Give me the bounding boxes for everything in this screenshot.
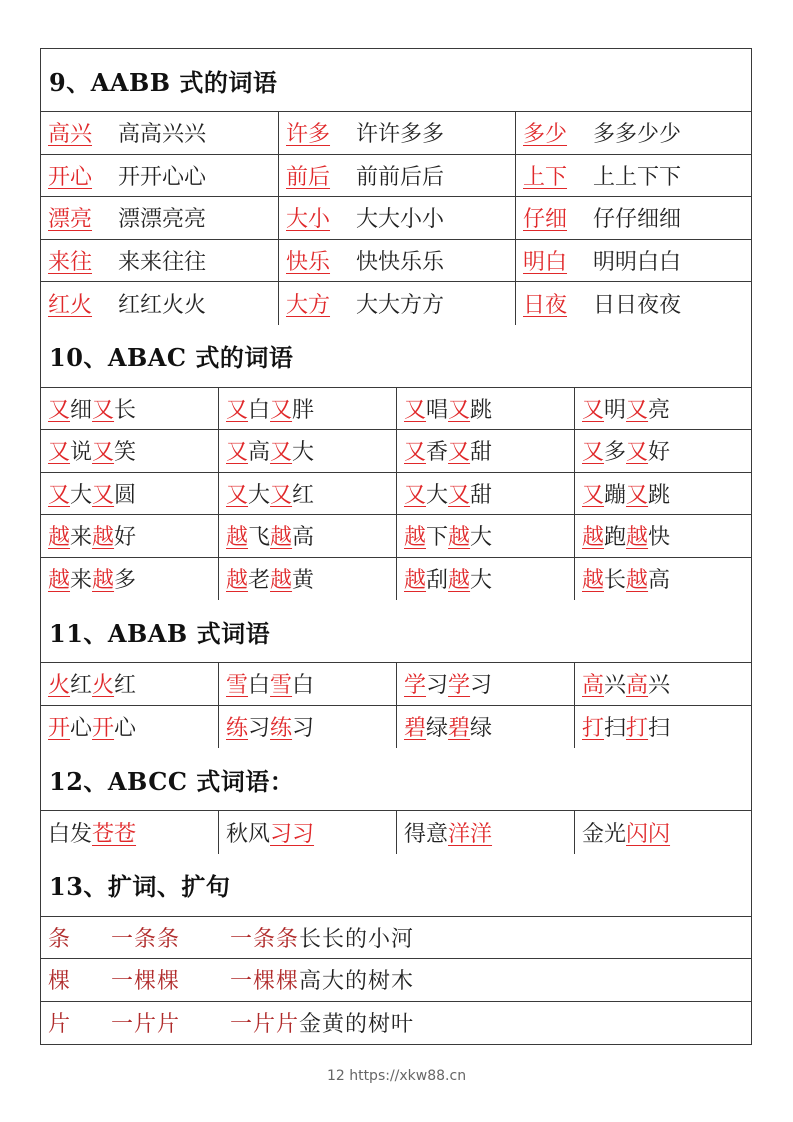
char-b: 习 — [248, 716, 271, 742]
phrase-rest: 长长的小河 — [299, 926, 415, 952]
section-9-body — [41, 112, 751, 325]
char-a: 火 — [92, 673, 115, 699]
section-9-title — [41, 49, 751, 112]
table-row — [41, 1002, 751, 1045]
expanded-word: 快快乐乐 — [356, 249, 445, 275]
section-12-title — [41, 748, 751, 811]
char-c: 大 — [470, 568, 493, 594]
word-cell — [397, 663, 575, 705]
repeat-char: 又 — [448, 397, 471, 423]
char-c: 好 — [648, 440, 671, 466]
char-b: 心 — [70, 716, 93, 742]
char-b: 跑 — [604, 525, 627, 551]
repeat-char: 又 — [270, 440, 293, 466]
repeat-char: 又 — [48, 397, 71, 423]
repeat-char: 又 — [270, 482, 293, 508]
section-10-body — [41, 388, 751, 601]
char-b: 说 — [70, 440, 93, 466]
word-cell — [516, 282, 751, 325]
char-c: 甜 — [470, 440, 493, 466]
word-cell — [397, 706, 575, 749]
repeat-char: 又 — [48, 440, 71, 466]
table-row — [41, 430, 751, 473]
section-title-text: 9、AABB 式的词语 — [49, 67, 278, 97]
char-a: 火 — [48, 673, 71, 699]
char-c: 甜 — [470, 482, 493, 508]
base-word: 多少 — [523, 122, 568, 148]
char-c: 长 — [114, 397, 137, 423]
char-b: 红 — [114, 673, 137, 699]
repeat-char: 越 — [404, 525, 427, 551]
char-c: 跳 — [470, 397, 493, 423]
char-a: 打 — [582, 716, 605, 742]
repeat-char: 越 — [48, 525, 71, 551]
word-cell — [41, 473, 219, 515]
word-cell — [41, 388, 219, 430]
table-row — [41, 959, 751, 1002]
word-cell — [279, 197, 516, 239]
repeat-char: 越 — [626, 568, 649, 594]
char-b: 扫 — [604, 716, 627, 742]
char-b: 红 — [70, 673, 93, 699]
table-row — [41, 706, 751, 749]
base-word: 大方 — [286, 292, 331, 318]
char-a: 碧 — [404, 716, 427, 742]
section-10-title — [41, 325, 751, 388]
char-a: 学 — [448, 673, 471, 699]
suffix-cc: 洋洋 — [448, 821, 493, 847]
char-a: 打 — [626, 716, 649, 742]
word-cell — [41, 558, 219, 601]
repeat-char: 又 — [582, 397, 605, 423]
expanded-word: 一条条 — [111, 926, 181, 952]
repeat-char: 又 — [404, 440, 427, 466]
section-12-body — [41, 811, 751, 854]
section-13-body — [41, 917, 751, 1045]
char-b: 扫 — [648, 716, 671, 742]
base-word: 仔细 — [523, 207, 568, 233]
word-cell — [575, 388, 751, 430]
phrase-lead: 一条条 — [230, 926, 300, 952]
expand-cell — [41, 959, 751, 1001]
expand-cell — [41, 917, 751, 959]
word-cell — [279, 240, 516, 282]
word-cell — [219, 663, 397, 705]
phrase-lead: 一片片 — [230, 1012, 300, 1038]
char-b: 老 — [248, 568, 271, 594]
table-row — [41, 558, 751, 601]
char-a: 高 — [626, 673, 649, 699]
table-row — [41, 112, 751, 155]
expanded-word: 明明白白 — [593, 249, 682, 275]
word-cell — [279, 155, 516, 197]
word-cell — [219, 558, 397, 601]
word-cell — [219, 515, 397, 557]
prefix-ab: 秋风 — [226, 821, 271, 847]
expanded-word: 来来往往 — [118, 249, 207, 275]
repeat-char: 又 — [582, 482, 605, 508]
word-cell — [575, 558, 751, 601]
word-cell — [575, 663, 751, 705]
char-b: 心 — [114, 716, 137, 742]
repeat-char: 又 — [626, 397, 649, 423]
repeat-char: 又 — [626, 440, 649, 466]
section-11-title — [41, 600, 751, 663]
repeat-char: 又 — [48, 482, 71, 508]
word-cell — [279, 112, 516, 154]
measure-char: 棵 — [48, 969, 72, 995]
page-footer: 12 https://xkw88.cn — [326, 1068, 467, 1084]
char-c: 黄 — [292, 568, 315, 594]
char-b: 多 — [604, 440, 627, 466]
char-b: 绿 — [470, 716, 493, 742]
word-cell — [41, 811, 219, 854]
repeat-char: 又 — [92, 397, 115, 423]
char-b: 兴 — [604, 673, 627, 699]
word-cell — [41, 240, 279, 282]
suffix-cc: 闪闪 — [626, 821, 671, 847]
word-cell — [41, 155, 279, 197]
word-cell — [397, 558, 575, 601]
base-word: 漂亮 — [48, 207, 93, 233]
section-title-text: 11、ABAB 式词语 — [49, 618, 271, 648]
char-b: 唱 — [426, 397, 449, 423]
char-b: 大 — [426, 482, 449, 508]
word-cell — [41, 112, 279, 154]
table-row — [41, 473, 751, 516]
repeat-char: 越 — [448, 525, 471, 551]
measure-char: 片 — [48, 1012, 72, 1038]
base-word: 红火 — [48, 292, 93, 318]
char-b: 飞 — [248, 525, 271, 551]
repeat-char: 又 — [226, 440, 249, 466]
base-word: 前后 — [286, 164, 331, 190]
repeat-char: 越 — [582, 568, 605, 594]
word-cell — [516, 155, 751, 197]
word-cell — [219, 473, 397, 515]
word-cell — [41, 430, 219, 472]
char-c: 跳 — [648, 482, 671, 508]
char-b: 兴 — [648, 673, 671, 699]
prefix-ab: 白发 — [48, 821, 93, 847]
expanded-word: 前前后后 — [356, 164, 445, 190]
suffix-cc: 习习 — [270, 821, 315, 847]
table-row — [41, 282, 751, 325]
word-cell — [575, 706, 751, 749]
expanded-word: 仔仔细细 — [593, 207, 682, 233]
repeat-char: 越 — [582, 525, 605, 551]
base-word: 来往 — [48, 249, 93, 275]
char-b: 白 — [248, 397, 271, 423]
char-c: 大 — [292, 440, 315, 466]
repeat-char: 又 — [626, 482, 649, 508]
char-c: 笑 — [114, 440, 137, 466]
char-b: 下 — [426, 525, 449, 551]
char-a: 雪 — [226, 673, 249, 699]
measure-char: 条 — [48, 926, 72, 952]
repeat-char: 越 — [226, 568, 249, 594]
char-a: 碧 — [448, 716, 471, 742]
repeat-char: 又 — [404, 397, 427, 423]
char-b: 来 — [70, 568, 93, 594]
char-b: 习 — [292, 716, 315, 742]
repeat-char: 又 — [92, 440, 115, 466]
expanded-word: 大大小小 — [356, 207, 445, 233]
expand-cell — [41, 1002, 751, 1045]
char-b: 长 — [604, 568, 627, 594]
char-b: 来 — [70, 525, 93, 551]
char-b: 高 — [248, 440, 271, 466]
base-word: 高兴 — [48, 122, 93, 148]
table-row — [41, 155, 751, 198]
table-row — [41, 240, 751, 283]
section-title-text: 10、ABAC 式的词语 — [49, 343, 294, 372]
word-cell — [575, 515, 751, 557]
repeat-char: 越 — [270, 568, 293, 594]
char-c: 胖 — [292, 397, 315, 423]
repeat-char: 又 — [226, 482, 249, 508]
repeat-char: 又 — [226, 397, 249, 423]
base-word: 日夜 — [523, 292, 568, 318]
table-row — [41, 917, 751, 960]
repeat-char: 又 — [448, 482, 471, 508]
table-row — [41, 811, 751, 854]
word-cell — [41, 706, 219, 749]
char-c: 快 — [648, 525, 671, 551]
char-c: 大 — [470, 525, 493, 551]
word-cell — [397, 388, 575, 430]
word-cell — [397, 811, 575, 854]
char-b: 大 — [70, 482, 93, 508]
word-cell — [397, 473, 575, 515]
char-c: 好 — [114, 525, 137, 551]
char-c: 高 — [292, 525, 315, 551]
char-a: 开 — [48, 716, 71, 742]
repeat-char: 越 — [48, 568, 71, 594]
repeat-char: 越 — [226, 525, 249, 551]
section-title-text: 12、ABCC 式词语： — [49, 766, 295, 796]
expanded-word: 开开心心 — [118, 164, 207, 190]
char-c: 多 — [114, 568, 137, 594]
word-cell — [397, 515, 575, 557]
char-b: 习 — [426, 673, 449, 699]
expanded-word: 多多少少 — [593, 122, 682, 148]
word-cell — [516, 112, 751, 154]
char-c: 高 — [648, 568, 671, 594]
base-word: 上下 — [523, 164, 568, 190]
repeat-char: 又 — [270, 397, 293, 423]
section-title-text: 13、扩词、扩句 — [49, 872, 231, 901]
expanded-word: 日日夜夜 — [593, 292, 682, 318]
char-a: 学 — [404, 673, 427, 699]
word-cell — [41, 663, 219, 705]
expanded-word: 漂漂亮亮 — [118, 207, 207, 233]
prefix-ab: 得意 — [404, 821, 449, 847]
char-b: 细 — [70, 397, 93, 423]
word-cell — [41, 282, 279, 325]
char-c: 亮 — [648, 397, 671, 423]
char-b: 白 — [292, 673, 315, 699]
base-word: 开心 — [48, 164, 93, 190]
char-b: 刮 — [426, 568, 449, 594]
base-word: 大小 — [286, 207, 331, 233]
section-13-title — [41, 854, 751, 917]
char-b: 大 — [248, 482, 271, 508]
char-b: 香 — [426, 440, 449, 466]
phrase-lead: 一棵棵 — [230, 969, 300, 995]
table-row — [41, 197, 751, 240]
word-cell — [41, 197, 279, 239]
prefix-ab: 金光 — [582, 821, 627, 847]
word-cell — [219, 811, 397, 854]
char-a: 雪 — [270, 673, 293, 699]
word-cell — [219, 706, 397, 749]
expanded-word: 许许多多 — [356, 122, 445, 148]
expanded-word: 上上下下 — [593, 164, 682, 190]
expanded-word: 大大方方 — [356, 292, 445, 318]
char-c: 圆 — [114, 482, 137, 508]
word-cell — [575, 811, 751, 854]
word-cell — [575, 473, 751, 515]
word-cell — [397, 430, 575, 472]
suffix-cc: 苍苍 — [92, 821, 137, 847]
repeat-char: 又 — [92, 482, 115, 508]
phrase-rest: 金黄的树叶 — [299, 1012, 415, 1038]
repeat-char: 越 — [404, 568, 427, 594]
repeat-char: 又 — [448, 440, 471, 466]
char-c: 红 — [292, 482, 315, 508]
word-cell — [41, 515, 219, 557]
repeat-char: 越 — [92, 525, 115, 551]
word-cell — [575, 430, 751, 472]
repeat-char: 越 — [626, 525, 649, 551]
char-a: 练 — [270, 716, 293, 742]
base-word: 明白 — [523, 249, 568, 275]
word-cell — [219, 430, 397, 472]
expanded-word: 一棵棵 — [111, 969, 181, 995]
base-word: 许多 — [286, 122, 331, 148]
word-cell — [516, 197, 751, 239]
char-b: 习 — [470, 673, 493, 699]
repeat-char: 越 — [448, 568, 471, 594]
section-11-body — [41, 663, 751, 748]
char-a: 高 — [582, 673, 605, 699]
word-cell — [219, 388, 397, 430]
word-cell — [516, 240, 751, 282]
repeat-char: 越 — [92, 568, 115, 594]
expanded-word: 一片片 — [111, 1012, 181, 1038]
base-word: 快乐 — [286, 249, 331, 275]
worksheet-table — [40, 48, 752, 1045]
repeat-char: 越 — [270, 525, 293, 551]
char-b: 蹦 — [604, 482, 627, 508]
repeat-char: 又 — [582, 440, 605, 466]
phrase-rest: 高大的树木 — [299, 969, 415, 995]
char-b: 白 — [248, 673, 271, 699]
char-b: 明 — [604, 397, 627, 423]
expanded-word: 红红火火 — [118, 292, 207, 318]
table-row — [41, 515, 751, 558]
table-row — [41, 388, 751, 431]
char-b: 绿 — [426, 716, 449, 742]
expanded-word: 高高兴兴 — [118, 122, 207, 148]
char-a: 开 — [92, 716, 115, 742]
repeat-char: 又 — [404, 482, 427, 508]
word-cell — [279, 282, 516, 325]
table-row — [41, 663, 751, 706]
char-a: 练 — [226, 716, 249, 742]
